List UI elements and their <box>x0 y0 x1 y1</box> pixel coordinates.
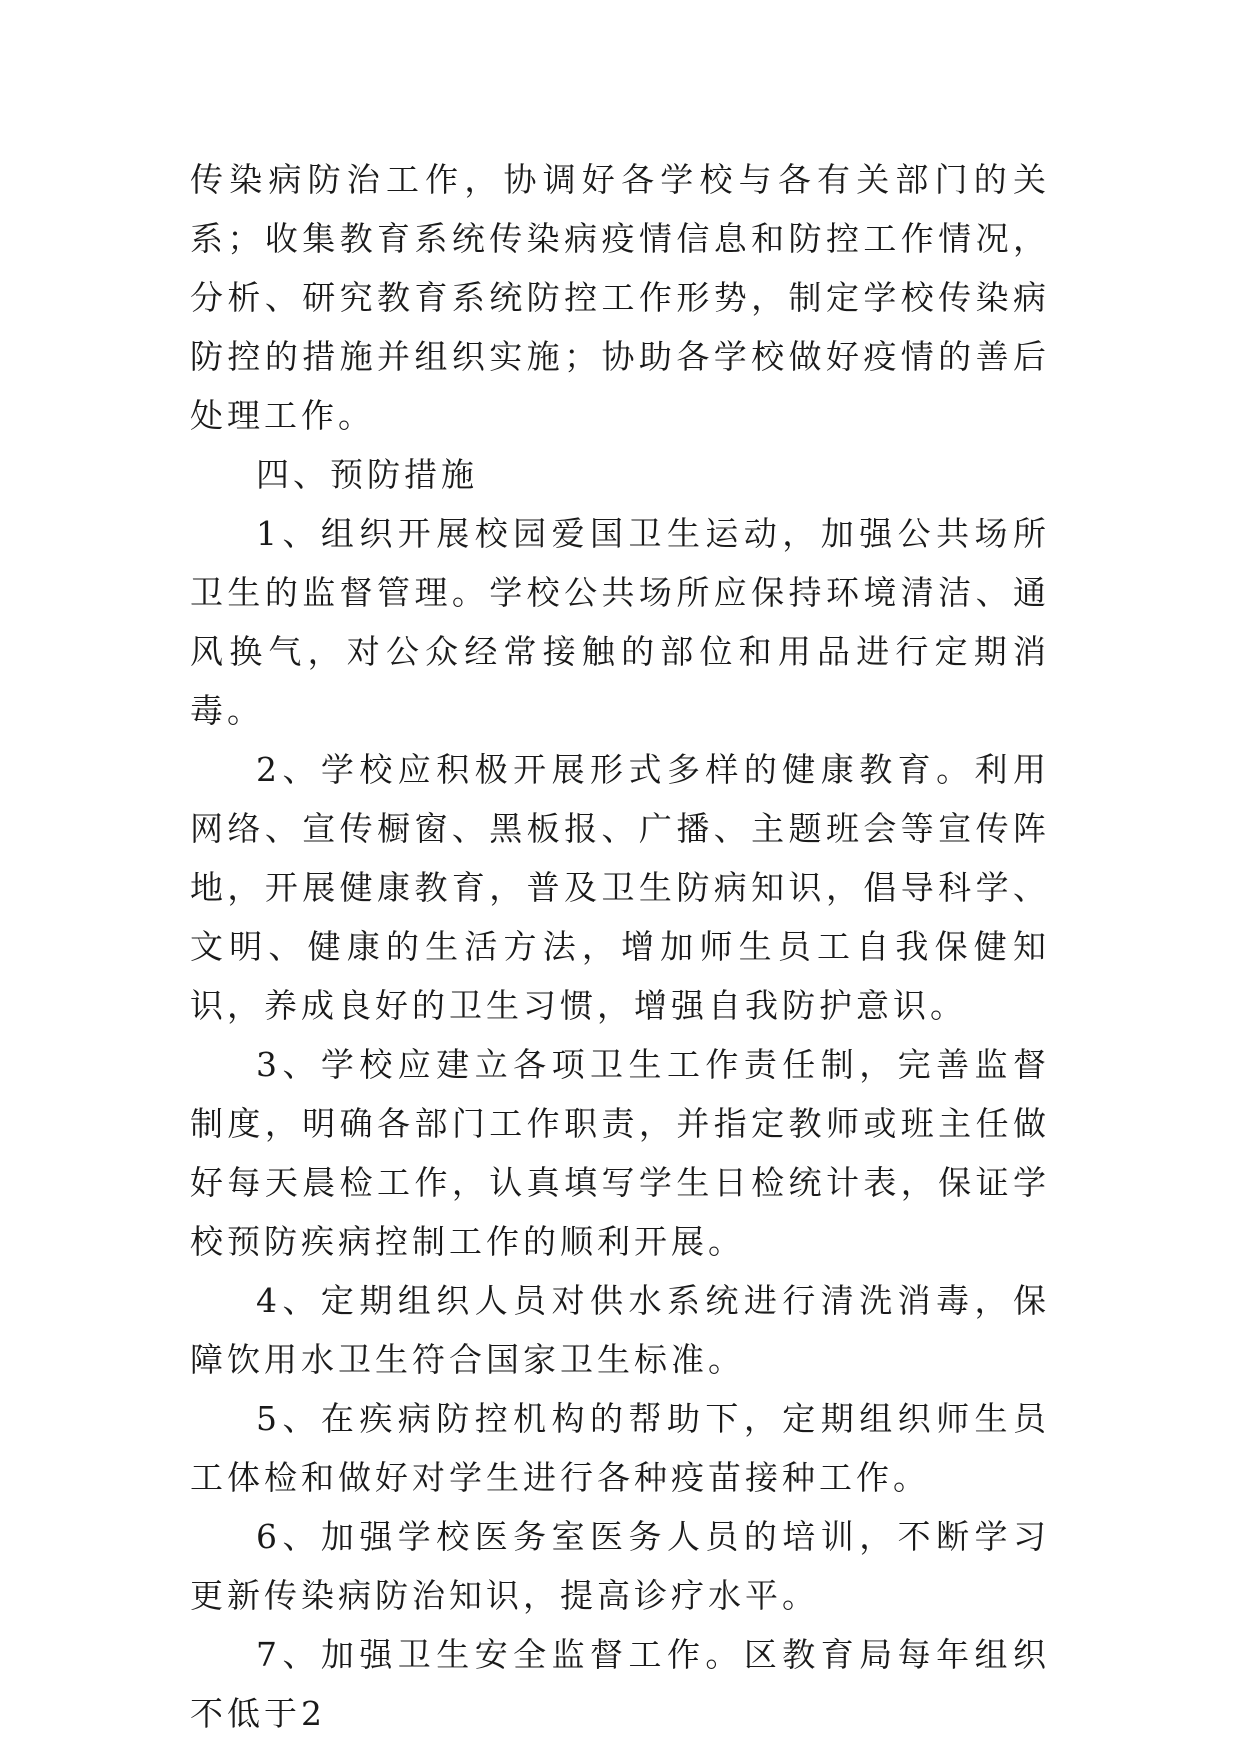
paragraph-item-2: 2、学校应积极开展形式多样的健康教育。利用网络、宣传橱窗、黑板报、广播、主题班会等宣传阵地，开展健康教育，普及卫生防病知识，倡导科学、文明、健康的生活方法，增加师生员工自我保健知识，养成良好的卫生习惯，增强自我防护意识。 <box>190 750 1050 1025</box>
paragraph-item-7: 7、加强卫生安全监督工作。区教育局每年组织不低于2 <box>190 1635 1050 1733</box>
paragraph-item-6: 6、加强学校医务室医务人员的培训，不断学习更新传染病防治知识，提高诊疗水平。 <box>190 1517 1050 1615</box>
document-body <box>190 150 1050 1743</box>
paragraph-continuation: 传染病防治工作，协调好各学校与各有关部门的关系；收集教育系统传染病疫情信息和防控工作情况，分析、研究教育系统防控工作形势，制定学校传染病防控的措施并组织实施；协助各学校做好疫情的善后处理工作。 <box>190 160 1050 435</box>
paragraph-item-4: 4、定期组织人员对供水系统进行清洗消毒，保障饮用水卫生符合国家卫生标准。 <box>190 1281 1050 1379</box>
paragraph-item-1: 1、组织开展校园爱国卫生运动，加强公共场所卫生的监督管理。学校公共场所应保持环境清洁、通风换气，对公众经常接触的部位和用品进行定期消毒。 <box>190 514 1050 730</box>
section-heading-prevention: 四、预防措施 <box>256 455 478 494</box>
paragraph-item-3: 3、学校应建立各项卫生工作责任制，完善监督制度，明确各部门工作职责，并指定教师或班主任做好每天晨检工作，认真填写学生日检统计表，保证学校预防疾病控制工作的顺利开展。 <box>190 1045 1050 1261</box>
paragraph-item-5: 5、在疾病防控机构的帮助下，定期组织师生员工体检和做好对学生进行各种疫苗接种工作。 <box>190 1399 1050 1497</box>
